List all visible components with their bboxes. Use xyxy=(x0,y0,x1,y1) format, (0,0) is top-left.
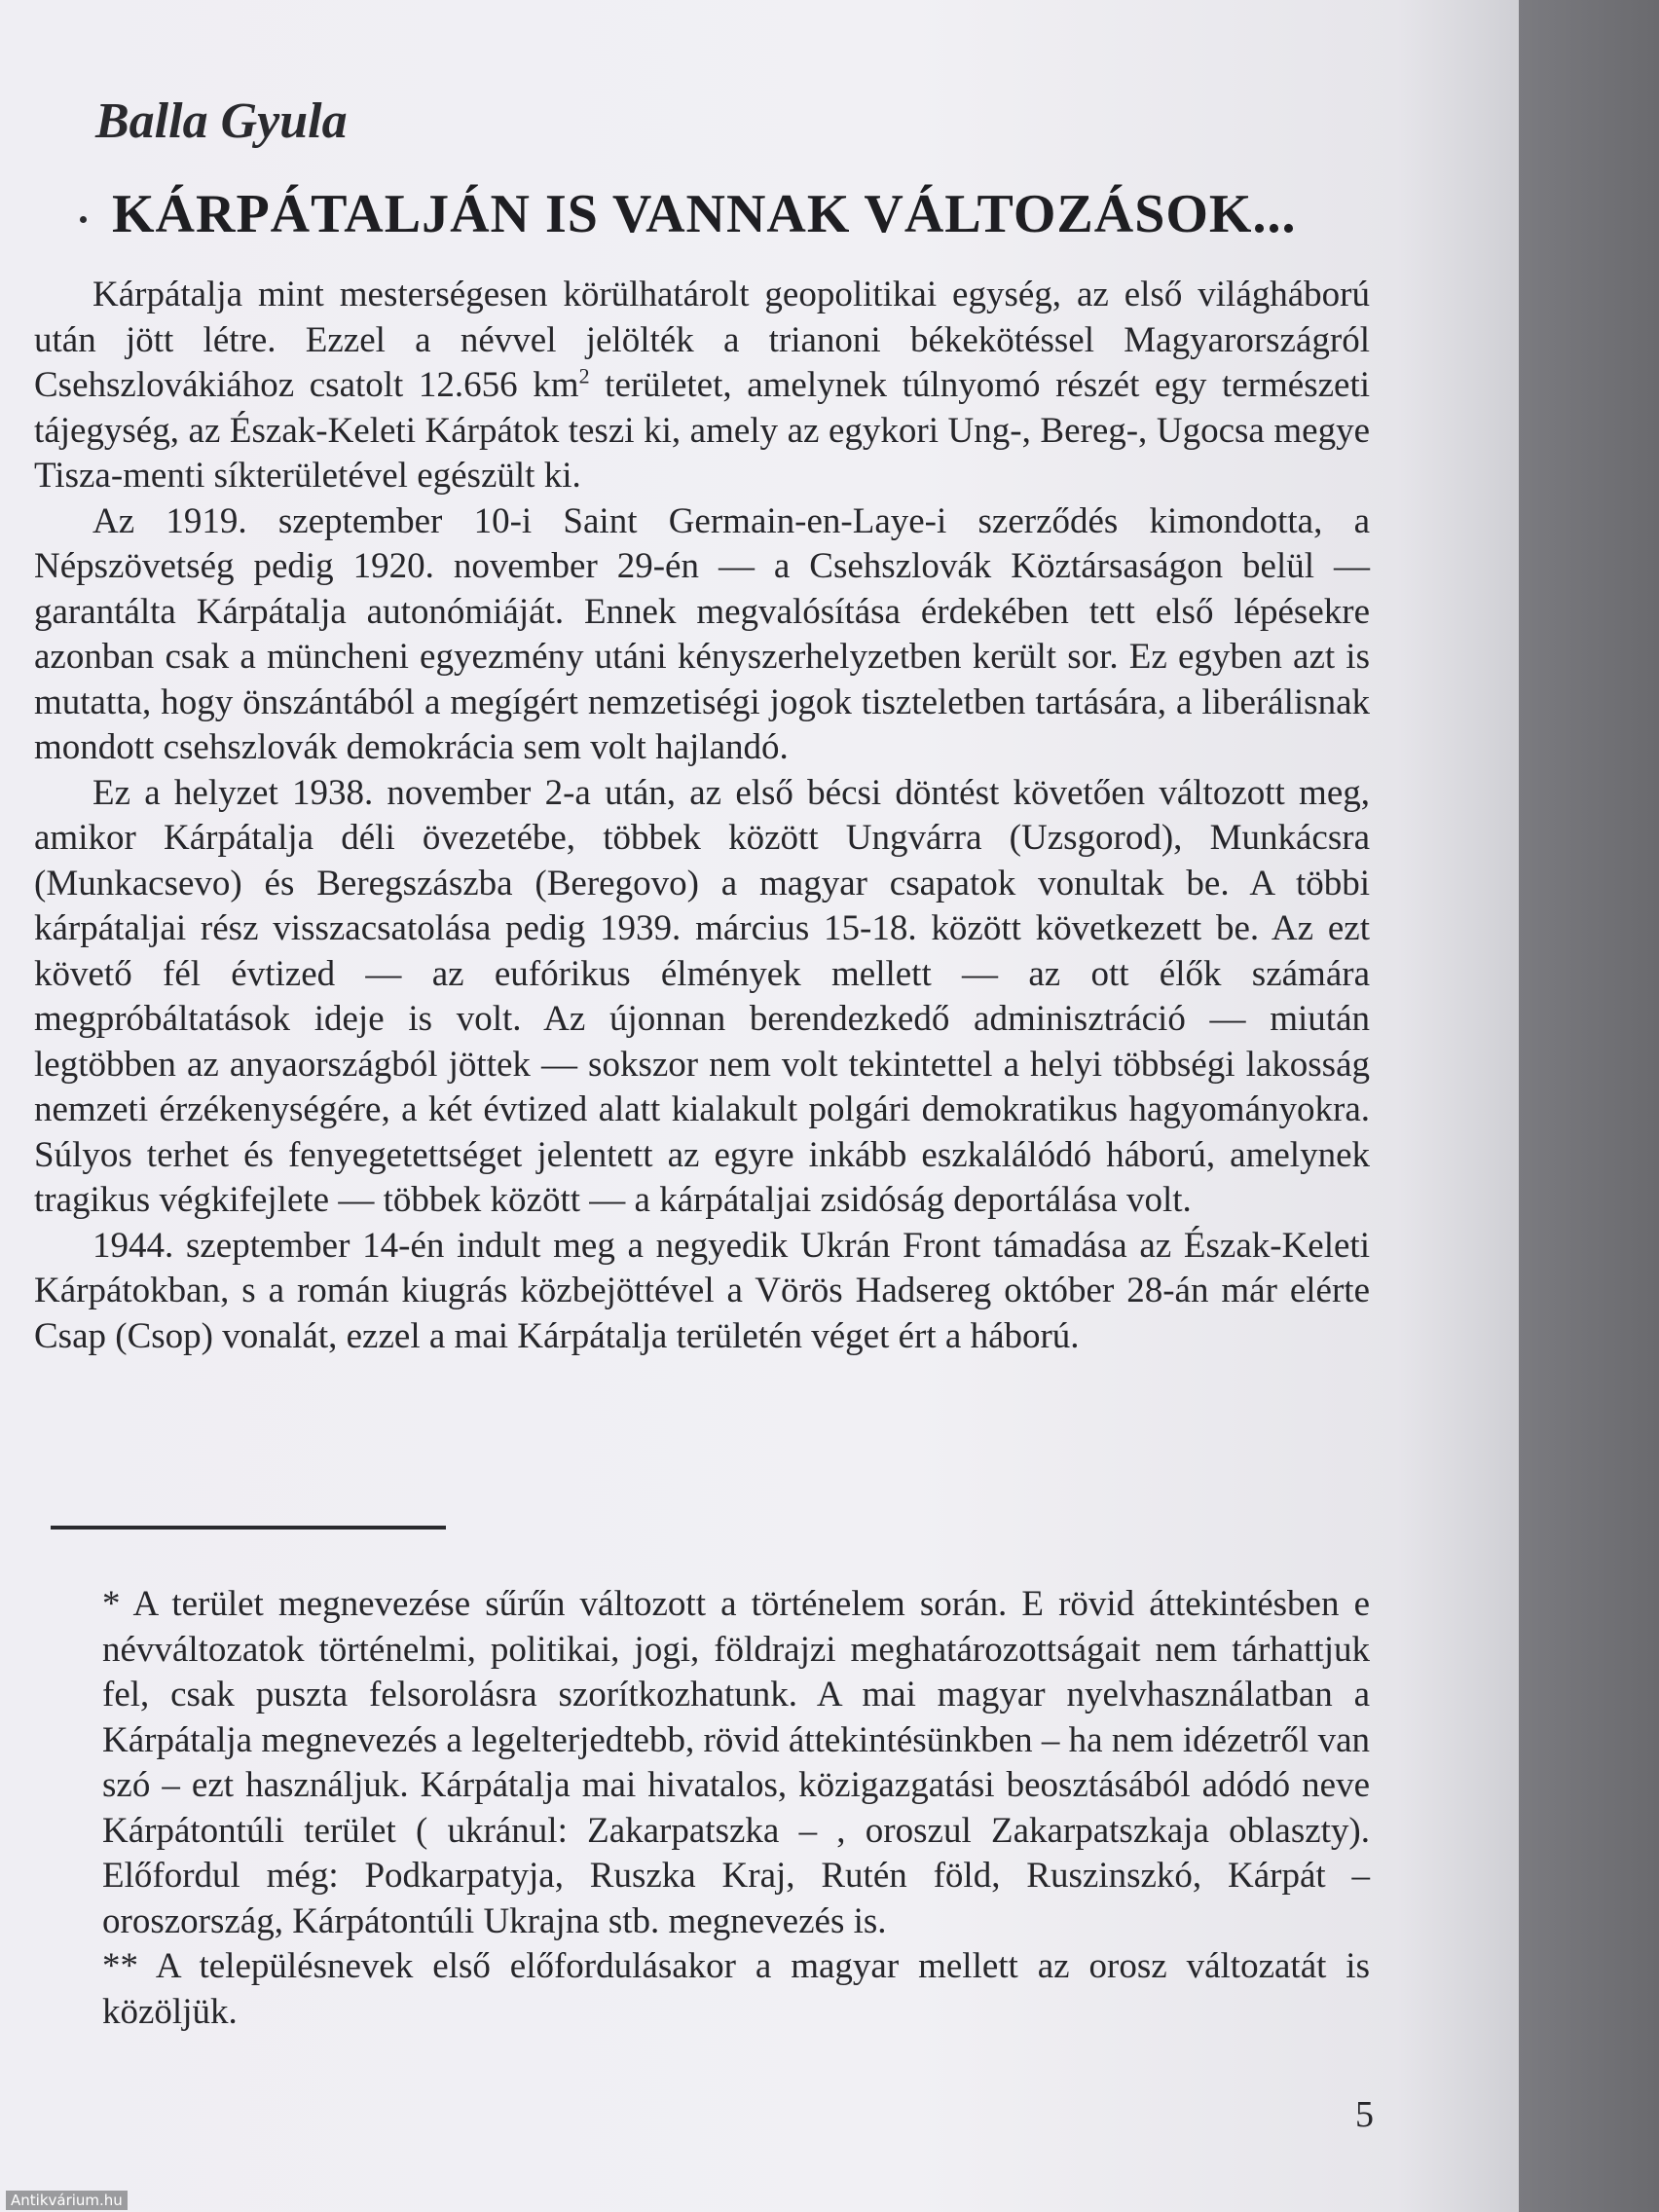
book-edge xyxy=(1519,0,1659,2212)
footnotes xyxy=(102,1582,1370,2035)
paragraph-2: Az 1919. szeptember 10-i Saint Germain-en-Laye-i szerződés kimondotta, a Népszövetség pedig 1920. november 29-én — a Csehszlovák Köztársaságon belül — garantálta Kárpátalja autonómiáját. Ennek megvalósítása érdekében tett első lépésekre azonban csak a müncheni egyezmény utáni kényszerhelyzetben került sor. Ez egyben azt is mutatta, hogy önszántából a megígért nemzetiségi jogok tiszteletben tartására, a liberálisnak mondott csehszlovák demokrácia sem volt hajlandó. xyxy=(34,500,1370,767)
superscript: 2 xyxy=(578,363,590,388)
title-bullet xyxy=(80,216,87,223)
footnote-1: * A terület megnevezése sűrűn változott a történelem során. E rövid áttekintésben e névváltozatok történelmi, politikai, jogi, földrajzi meghatározottságait nem tárhattjuk fel, csak puszta felsorolásra szorítkozhatunk. A mai magyar nyelvhasználatban a Kárpátalja megnevezés a legelterjedtebb, rövid áttekintésünkben – ha nem idézetről van szó – ezt használjuk. Kárpátalja mai hivatalos, közigazgatási beosztásából adódó neve Kárpátontúli terület ( ukránul: Zakarpatszka – , oroszul Zakarpatszkaja oblaszty). Előfordul még: Podkarpatyja, Ruszka Kraj, Rutén föld, Ruszinszkó, Kárpát – oroszország, Kárpátontúli Ukrajna stb. megnevezés is. xyxy=(102,1584,1370,1941)
footnote-2: ** A településnevek első előfordulásakor a magyar mellett az orosz változatát is közöljük. xyxy=(102,1946,1370,2032)
footnote-divider xyxy=(51,1526,446,1530)
paragraph-1-text-a: Kárpátalja mint mesterségesen körülhatárolt geopolitikai egység, az első világháború után jött létre. Ezzel a névvel jelölték a trianoni békekötéssel Magyarországról Csehszlovákiához csatolt 12.656 km xyxy=(34,275,1370,405)
article-body xyxy=(34,273,1370,1359)
page-number: 5 xyxy=(1355,2094,1374,2135)
article-title: KÁRPÁTALJÁN IS VANNAK VÁLTOZÁSOK... xyxy=(112,184,1297,244)
paragraph-1-text-b: területet, amelynek túlnyomó részét egy természeti tájegység, az Észak-Keleti Kárpátok teszi ki, amely az egykori Ung-, Bereg-, Ugocsa megye Tisza-menti síkterületével egészült ki. xyxy=(34,365,1370,496)
author-name: Balla Gyula xyxy=(95,93,348,149)
watermark: Antikvárium.hu xyxy=(6,2191,128,2210)
paragraph-4: 1944. szeptember 14-én indult meg a negyedik Ukrán Front támadása az Észak-Keleti Kárpátokban, s a román kiugrás közbejöttével a Vörös Hadsereg október 28-án már elérte Csap (Csop) vonalát, ezzel a mai Kárpátalja területén véget ért a háború. xyxy=(34,1225,1370,1356)
paragraph-1 xyxy=(34,273,1370,499)
paragraph-3: Ez a helyzet 1938. november 2-a után, az első bécsi döntést követően változott meg, amikor Kárpátalja déli övezetébe, többek között Ungvárra (Uzsgorod), Munkácsra (Munkacsevo) és Beregszászba (Beregovo) a magyar csapatok vonultak be. A többi kárpátaljai rész visszacsatolása pedig 1939. március 15-18. között következett be. Az ezt követő fél évtized — az eufórikus élmények mellett — az ott élők számára megpróbáltatások ideje is volt. Az újonnan berendezkedő adminisztráció — miután legtöbben az anyaországból jöttek — sokszor nem volt tekintettel a helyi többségi lakosság nemzeti érzékenységére, a két évtized alatt kialakult polgári demokratikus hagyományokra. Súlyos terhet és fenyegetettséget jelentett az egyre inkább eszkalálódó háború, amelynek tragikus végkifejlete — többek között — a kárpátaljai zsidóság deportálása volt. xyxy=(34,772,1370,1220)
